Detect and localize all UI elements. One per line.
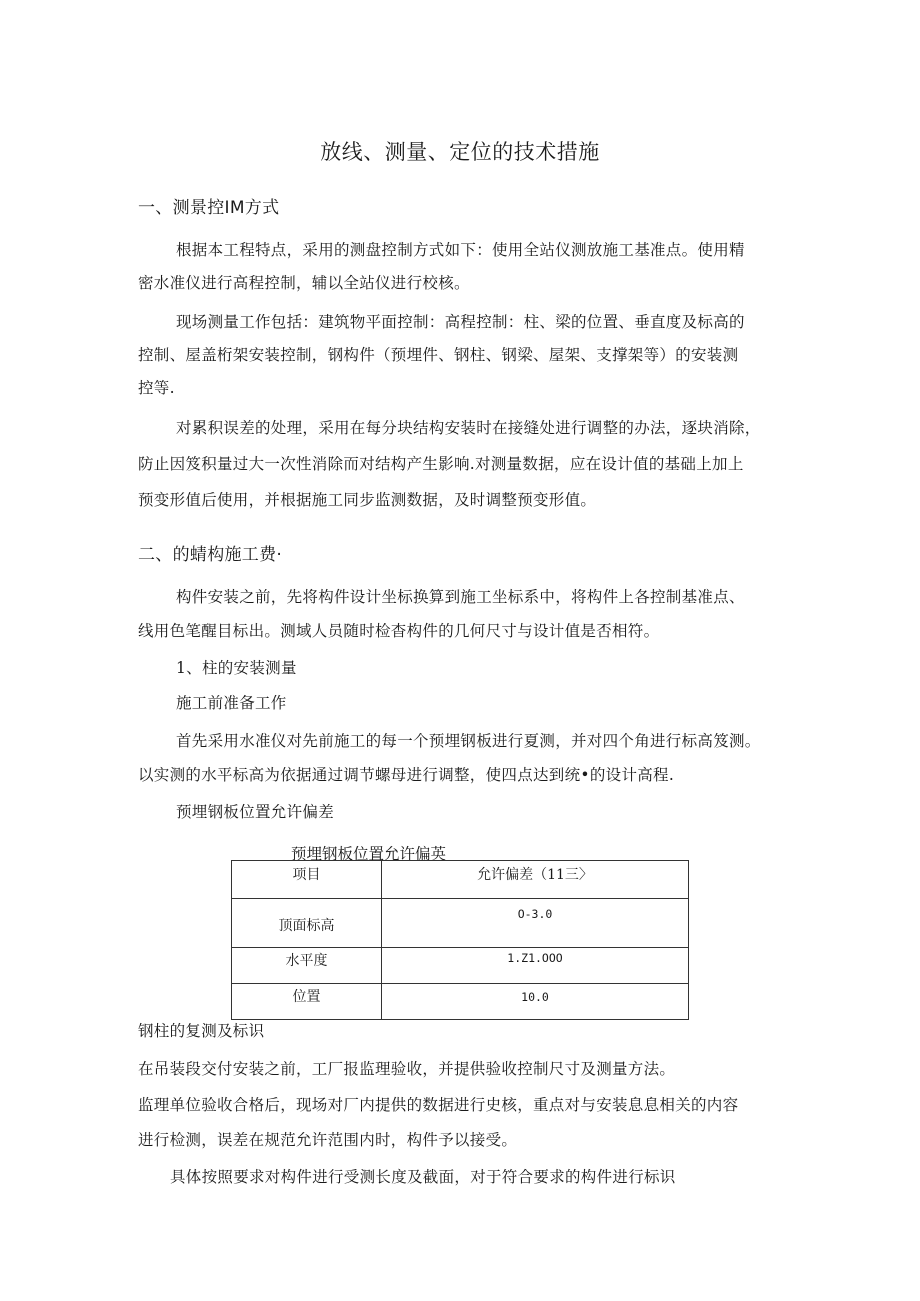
tolerance-table xyxy=(231,860,689,1020)
table-row xyxy=(232,948,689,984)
subheading: 预埋钢板位置允许偏差 xyxy=(176,803,335,821)
table-cell: 1.Z1.OOO xyxy=(382,948,689,984)
paragraph-line: 对累积误差的处理，采用在每分块结构安装时在接缝处进行调整的办法，逐块消除， xyxy=(176,419,761,437)
header-cell: 允许偏差（11三〉 xyxy=(382,861,689,899)
paragraph-line: 具体按照要求对构件进行受测长度及截面，对于符合要求的构件进行标识 xyxy=(170,1168,676,1186)
paragraph-line: 进行检测，误差在规范允许范围内时，构件予以接受。 xyxy=(138,1131,518,1149)
subheading: 1、柱的安装测量 xyxy=(176,659,297,677)
paragraph-line: 防止因笈积量过大一次性消除而对结构产生影响.对测量数据，应在设计值的基础上加上 xyxy=(138,455,744,473)
document-title: 放线、测量、定位的技术措施 xyxy=(320,140,600,164)
section-1-heading: 一、测景控IM方式 xyxy=(138,198,280,218)
paragraph-line: 监理单位验收合格后，现场对厂内提供的数据进行史核，重点对与安装息息相关的内容 xyxy=(138,1096,739,1114)
table-cell: 顶面标高 xyxy=(232,899,382,948)
table-row xyxy=(232,899,689,948)
table-cell: O-3.0 xyxy=(382,899,689,948)
table-cell: 位置 xyxy=(232,984,382,1020)
paragraph-line: 预变形值后使用，并根据施工同步监测数据，及时调整预变形值。 xyxy=(138,491,597,509)
table-row xyxy=(232,984,689,1020)
header-cell: 项目 xyxy=(232,861,382,899)
paragraph-line: 以实测的水平标高为依据通过调节螺母进行调整，使四点达到统•的设计高程. xyxy=(138,766,675,784)
paragraph-line: 在吊装段交付安装之前，工厂报监理验收，并提供验收控制尺寸及测量方法。 xyxy=(138,1060,676,1078)
paragraph-line: 根据本工程特点，采用的测盘控制方式如下：使用全站仪测放施工基准点。使用精 xyxy=(176,241,745,259)
paragraph-line: 密水准仪进行高程控制，辅以全站仪进行校核。 xyxy=(138,274,470,292)
paragraph-line: 线用色笔醒目标出。测域人员随时检杳构件的几何尺寸与设计值是否相符。 xyxy=(138,622,660,640)
paragraph-line: 控制、屋盖桁架安装控制，钢构件（预埋件、钢柱、钢梁、屋架、支撑架等）的安装测 xyxy=(138,346,739,364)
section-2-heading: 二、的蜻构施工费· xyxy=(138,545,283,565)
paragraph-line: 构件安装之前，先将构件设计坐标换算到施工坐标系中，将构件上各控制基准点、 xyxy=(176,588,745,606)
table-caption: 预埋钢板位置允许偏英 xyxy=(291,845,447,863)
section-3-heading: 钢柱的复测及标识 xyxy=(138,1022,265,1040)
paragraph-line: 现场测量工作包括：建筑物平面控制：高程控制：柱、梁的位置、垂直度及标高的 xyxy=(176,313,745,331)
table-header-row xyxy=(232,861,689,899)
paragraph-line: 首先采用水准仪对先前施工的每一个预埋钢板进行夏测，并对四个角进行标高笈测。 xyxy=(176,732,761,750)
paragraph-line: 控等. xyxy=(138,379,175,397)
table-cell: 水平度 xyxy=(232,948,382,984)
subheading: 施工前准备工作 xyxy=(176,694,287,712)
table-cell: 10.0 xyxy=(382,984,689,1020)
